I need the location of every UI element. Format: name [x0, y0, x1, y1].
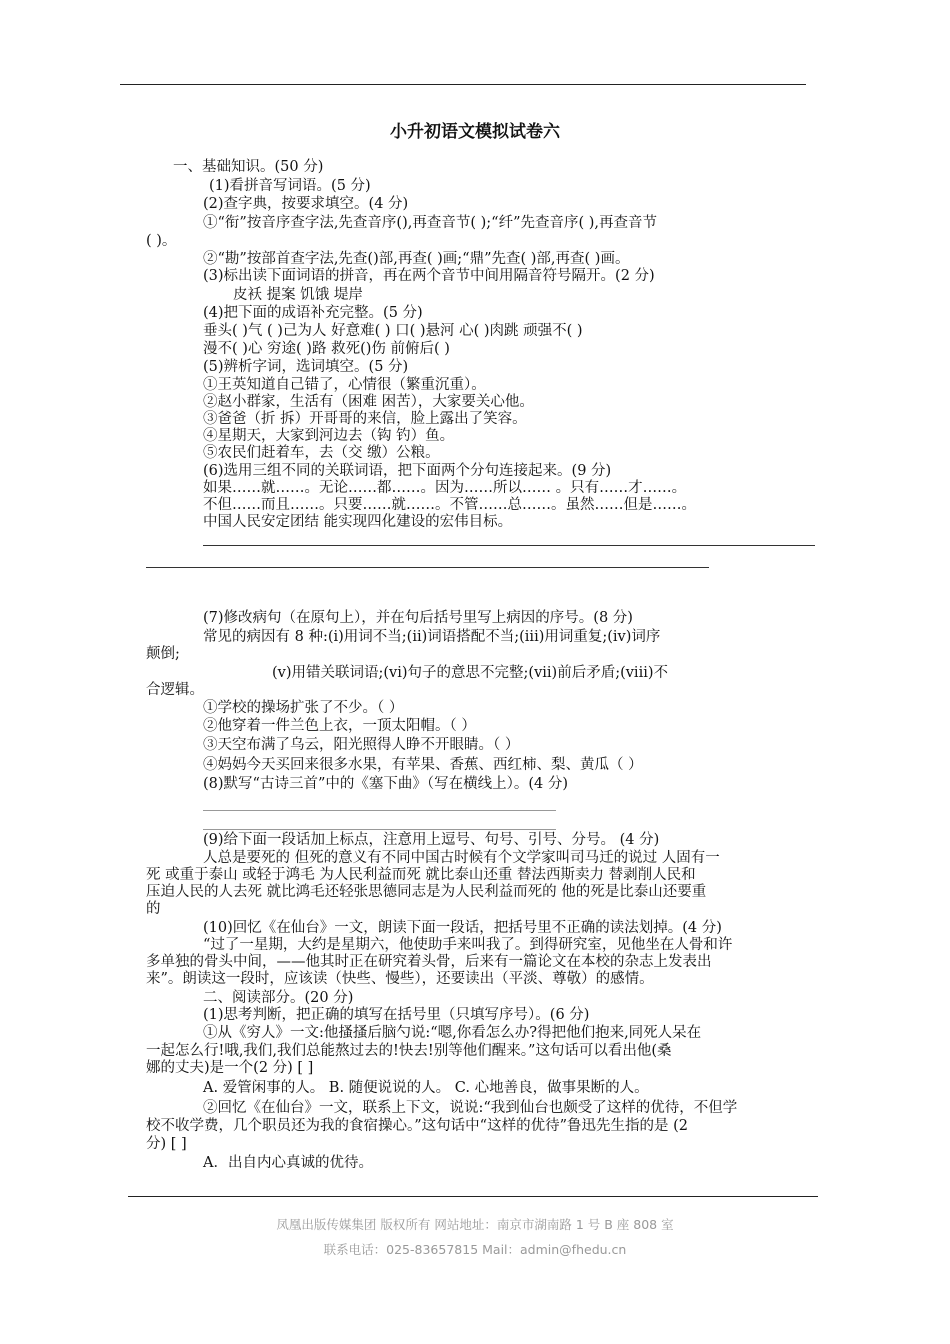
answer-line[interactable]	[203, 810, 556, 811]
question-line: 皮袄 提案 饥饿 堤岸	[233, 287, 363, 303]
question-line: (v)用错关联词语;(vi)句子的意思不完整;(vii)前后矛盾;(viii)不	[272, 665, 669, 681]
question-line: ①“衔”按音序查字法,先查音序(),再查音节( );“纤”先查音序( ),再查音节	[203, 215, 658, 231]
question-line: (7)修改病句（在原句上），并在句后括号里写上病因的序号。(8 分)	[203, 610, 633, 626]
question-line: ②“勘”按部首查字法,先查()部,再查( )画;“鼎”先查( )部,再查( )画。	[203, 251, 630, 267]
section-heading: 一、基础知识。(50 分)	[173, 159, 324, 175]
question-line: “过了一星期，大约是星期六，他使助手来叫我了。到得研究室，见他坐在人骨和许	[203, 937, 733, 953]
question-line: (5)辨析字词，选词填空。(5 分)	[203, 359, 409, 375]
question-line: 的	[146, 901, 161, 917]
question-line: 漫不( )心 穷途( )路 救死()伤 前俯后( )	[203, 341, 450, 357]
question-line: ②回忆《在仙台》一文，联系上下文，说说:“我到仙台也颇受了这样的优待，不但学	[203, 1100, 738, 1116]
question-line: (1)看拼音写词语。(5 分)	[209, 178, 371, 194]
question-line: ⑤农民们赶着车，去（交 缴）公粮。	[203, 445, 440, 461]
question-line: ②赵小群家，生活有（困难 困苦），大家要关心他。	[203, 394, 534, 410]
question-line: (3)标出读下面词语的拼音，再在两个音节中间用隔音符号隔开。(2 分)	[203, 268, 655, 284]
question-line: (8)默写“古诗三首”中的《塞下曲》（写在横线上）。(4 分)	[203, 776, 569, 792]
question-line: 娜的丈夫)是一个(2 分) [ ]	[146, 1060, 314, 1076]
question-line: ③天空布满了乌云，阳光照得人睁不开眼睛。（ ）	[203, 737, 520, 753]
question-line: ( )。	[146, 233, 177, 249]
question-line: 来”。朗读这一段时，应该读（快些、慢些），还要读出（平淡、尊敬）的感情。	[146, 971, 654, 987]
question-line: 压迫人民的人去死 就比鸿毛还轻张思德同志是为人民利益而死的 他的死是比泰山还要重	[146, 884, 707, 900]
question-line: 多单独的骨头中间，——他其时正在研究着头骨，后来有一篇论文在本校的杂志上发表出	[146, 954, 712, 970]
question-line: 死 或重于泰山 或轻于鸿毛 为人民利益而死 就比泰山还重 替法西斯卖力 替剥削人民和	[146, 867, 696, 883]
question-line: 垂头( )气 ( )己为人 好意难( ) 口( )悬河 心( )肉跳 顽强不( )	[203, 323, 583, 339]
footer-publisher: 凤凰出版传媒集团 版权所有 网站地址：南京市湖南路 1 号 B 座 808 室	[276, 1217, 674, 1232]
question-line: 一起怎么行!哦,我们,我们总能熬过去的!快去!别等他们醒来。”这句话可以看出他(桑	[146, 1043, 672, 1059]
question-line: (10)回忆《在仙台》一文，朗读下面一段话，把括号里不正确的读法划掉。(4 分)	[203, 920, 722, 936]
question-line: 合逻辑。	[146, 682, 204, 698]
question-line: 颠倒;	[146, 646, 180, 662]
question-line: ②他穿着一件兰色上衣，一顶太阳帽。（ ）	[203, 718, 476, 734]
section-heading: 二、阅读部分。(20 分)	[203, 990, 354, 1006]
question-line: ④妈妈今天买回来很多水果，有苹果、香蕉、西红柿、梨、黄瓜（ ）	[203, 757, 643, 773]
footer-rule	[128, 1196, 818, 1197]
footer-contact: 联系电话：025-83657815 Mail：admin@fhedu.cn	[323, 1242, 627, 1257]
question-line: ①学校的操场扩张了不少。（ ）	[203, 700, 404, 716]
question-line: 分) [ ]	[146, 1136, 187, 1152]
question-line: ④星期天，大家到河边去（钩 钓）鱼。	[203, 428, 455, 444]
question-line: ①王英知道自己错了，心情很（繁重沉重）。	[203, 377, 486, 393]
question-line: (1)思考判断，把正确的填写在括号里（只填写序号）。(6 分)	[203, 1007, 590, 1023]
question-line: A．出自内心真诚的优待。	[203, 1155, 373, 1171]
question-line: 中国人民安定团结 能实现四化建设的宏伟目标。	[203, 514, 513, 530]
question-line: 不但……而且……。只要……就……。不管……总……。虽然……但是……。	[203, 497, 696, 513]
question-line: 校不收学费，几个职员还为我的食宿操心。”这句话中“这样的优待”鲁迅先生指的是 (2	[146, 1118, 688, 1134]
question-line: ③爸爸（折 拆）开哥哥的来信，脸上露出了笑容。	[203, 411, 527, 427]
header-rule	[120, 84, 806, 85]
answer-line[interactable]	[146, 567, 709, 568]
question-line: (4)把下面的成语补充完整。(5 分)	[203, 305, 423, 321]
question-line: 人总是要死的 但死的意义有不同中国古时候有个文学家叫司马迁的说过 人固有一	[203, 850, 720, 866]
question-line: ①从《穷人》一文:他搔搔后脑勺说:“嗯,你看怎么办?得把他们抱来,同死人呆在	[203, 1025, 702, 1041]
question-line: 如果……就……。无论……都……。因为……所以…… 。只有……才……。	[203, 480, 687, 496]
answer-line[interactable]	[203, 545, 815, 546]
answer-line[interactable]	[203, 829, 556, 830]
question-line: (2)查字典，按要求填空。(4 分)	[203, 196, 409, 212]
question-line: (6)选用三组不同的关联词语，把下面两个分句连接起来。(9 分)	[203, 463, 612, 479]
page-title: 小升初语文模拟试卷六	[390, 122, 560, 142]
question-line: A. 爱管闲事的人。 B. 随便说说的人。 C. 心地善良，做事果断的人。	[203, 1080, 649, 1096]
question-line: 常见的病因有 8 种:(i)用词不当;(ii)词语搭配不当;(iii)用词重复;(iv)词序	[203, 629, 661, 645]
question-line: (9)给下面一段话加上标点，注意用上逗号、句号、引号、分号。 (4 分)	[203, 832, 660, 848]
